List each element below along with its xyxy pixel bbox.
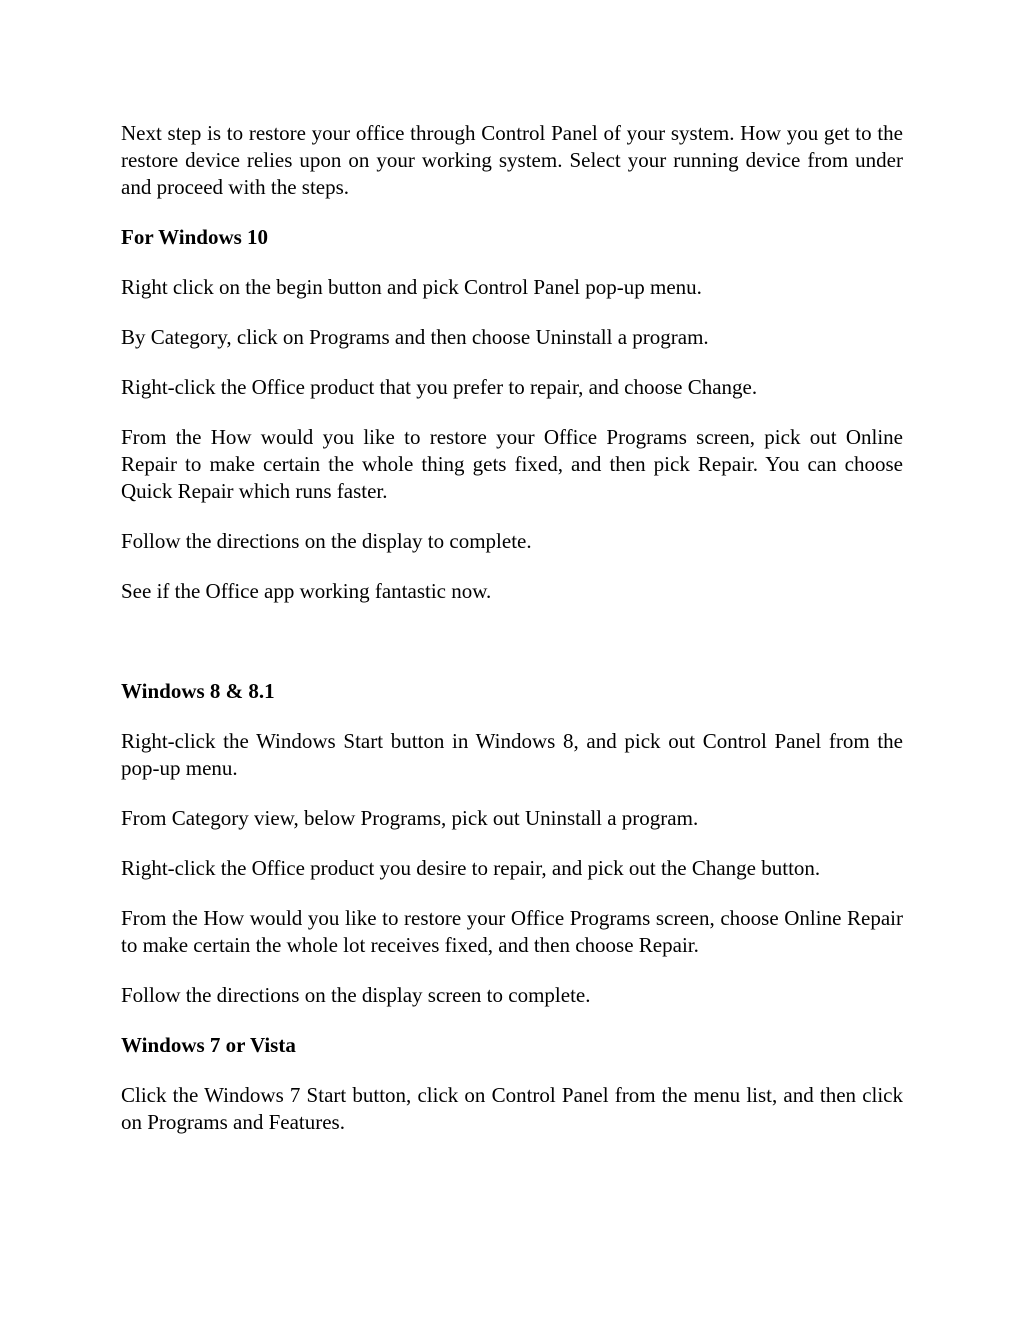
blank-gap [121,628,903,678]
document-page [121,120,903,1159]
win10-step-5: Follow the directions on the display to complete. [121,529,532,553]
win10-step-4: From the How would you like to restore your Office Programs screen, pick out Online Repair to make certain the whole thing gets fixed, and then pick Repair. You can choose Quick Repair which runs faster. [121,425,903,503]
section-heading-windows-8: Windows 8 & 8.1 [121,679,275,703]
win8-step-3: Right-click the Office product you desire to repair, and pick out the Change button. [121,856,821,880]
win10-step-1: Right click on the begin button and pick Control Panel pop-up menu. [121,275,702,299]
win10-step-6: See if the Office app working fantastic now. [121,579,492,603]
win7-step-1: Click the Windows 7 Start button, click on Control Panel from the menu list, and then click on Programs and Features. [121,1083,903,1134]
win10-step-2: By Category, click on Programs and then choose Uninstall a program. [121,325,709,349]
win10-step-3: Right-click the Office product that you prefer to repair, and choose Change. [121,375,758,399]
win8-step-1: Right-click the Windows Start button in Windows 8, and pick out Control Panel from the pop-up menu. [121,729,903,780]
win8-step-5: Follow the directions on the display screen to complete. [121,983,591,1007]
win8-step-4: From the How would you like to restore your Office Programs screen, choose Online Repair to make certain the whole lot receives fixed, and then choose Repair. [121,906,903,957]
intro-paragraph: Next step is to restore your office through Control Panel of your system. How you get to the restore device relies upon on your working system. Select your running device from under and proceed with the steps. [121,121,903,199]
section-heading-windows-10: For Windows 10 [121,225,269,249]
section-heading-windows-7: Windows 7 or Vista [121,1033,296,1057]
win8-step-2: From Category view, below Programs, pick out Uninstall a program. [121,806,699,830]
